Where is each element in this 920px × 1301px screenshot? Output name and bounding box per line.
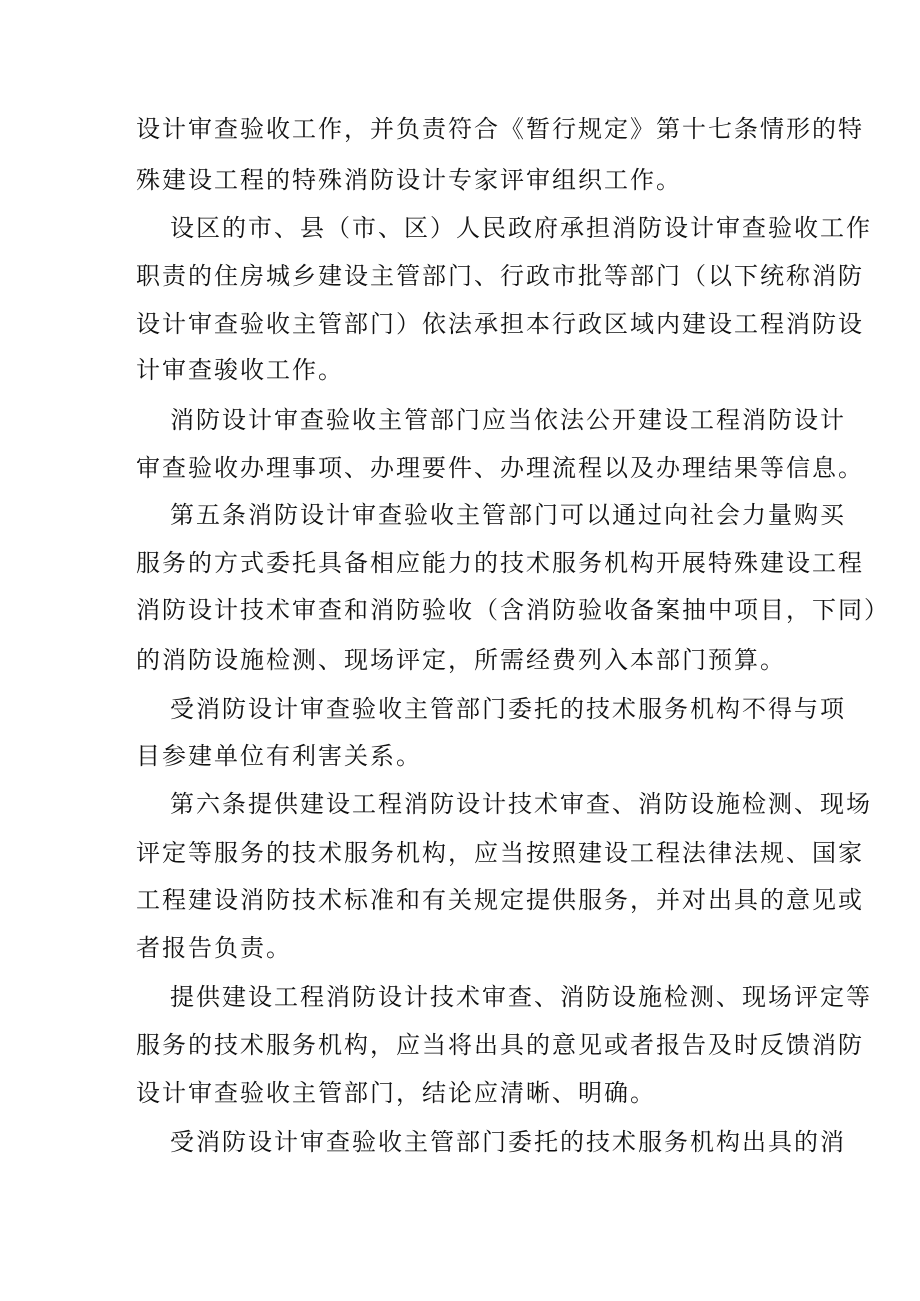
paragraph-6-line-1: 第六条提供建设工程消防设计技术审查、消防设施检测、现场 — [170, 790, 872, 818]
paragraph-6-line-2: 评定等服务的技术服务机构，应当按照建设工程法律法规、国家 — [136, 839, 864, 867]
paragraph-2-line-2: 职责的住房城乡建设主管部门、行政市批等部门（以下统称消防 — [136, 262, 864, 290]
paragraph-2-line-1: 设区的市、县（市、区）人民政府承担消防设计审查验收工作 — [170, 214, 872, 242]
paragraph-4-line-4: 的消防设施检测、现场评定，所需经费列入本部门预算。 — [136, 646, 786, 674]
paragraph-4-line-3: 消防设计技术审查和消防验收（含消防验收备案抽中项目，下同） — [136, 596, 890, 624]
paragraph-7-line-2: 服务的技术服务机构，应当将出具的意见或者报告及时反馈消防 — [136, 1031, 864, 1059]
paragraph-2-line-3: 设计审查验收主管部门）依法承担本行政区域内建设工程消防设 — [136, 310, 864, 338]
paragraph-8-line-1: 受消防设计审查验收主管部门委托的技术服务机构出具的消 — [170, 1128, 846, 1156]
paragraph-1-line-2: 殊建设工程的特殊消防设计专家评审组织工作。 — [136, 166, 682, 194]
paragraph-5-line-2: 目参建单位有利害关系。 — [136, 742, 422, 770]
paragraph-4-line-2: 服务的方式委托具备相应能力的技术服务机构开展特殊建设工程 — [136, 549, 864, 577]
paragraph-4-line-1: 第五条消防设计审查验收主管部门可以通过向社会力量购买 — [170, 501, 846, 529]
paragraph-6-line-3: 工程建设消防技术标准和有关规定提供服务，并对出具的意见或 — [136, 886, 864, 914]
paragraph-5-line-1: 受消防设计审查验收主管部门委托的技术服务机构不得与项 — [170, 695, 846, 723]
paragraph-3-line-1: 消防设计审查验收主管部门应当依法公开建设工程消防设计 — [170, 406, 846, 434]
paragraph-7-line-1: 提供建设工程消防设计技术审查、消防设施检测、现场评定等 — [170, 983, 872, 1011]
paragraph-3-line-2: 审查验收办理事项、办理要件、办理流程以及办理结果等信息。 — [136, 454, 864, 482]
paragraph-7-line-3: 设计审查验收主管部门，结论应清晰、明确。 — [136, 1079, 656, 1107]
paragraph-1-line-1: 设计审查验收工作，并负责符合《暂行规定》第十七条情形的特 — [136, 115, 864, 143]
paragraph-2-line-4: 计审查骏收工作。 — [136, 356, 344, 384]
paragraph-6-line-4: 者报告负责。 — [136, 934, 292, 962]
